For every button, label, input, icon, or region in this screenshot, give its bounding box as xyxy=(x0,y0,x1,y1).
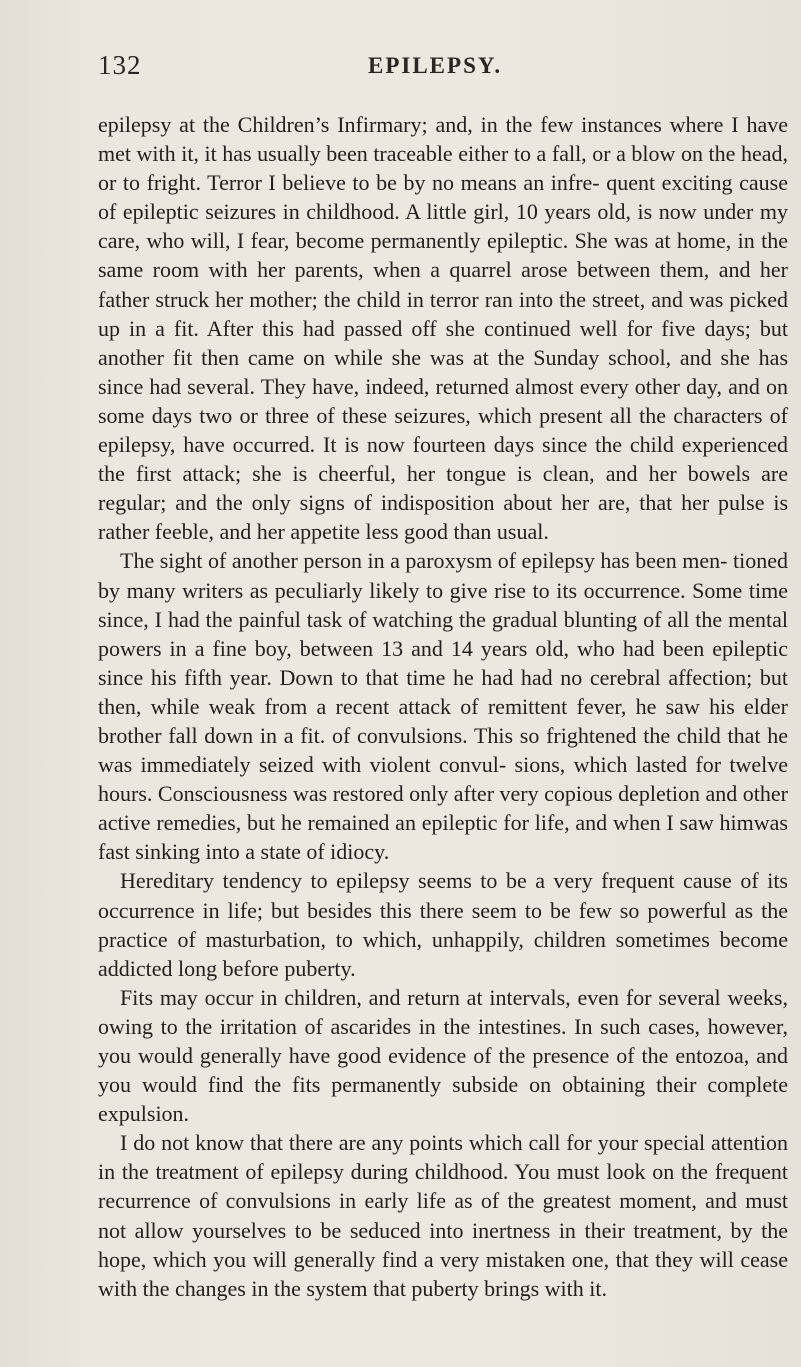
running-head xyxy=(98,50,788,84)
paragraph-ascarides: Fits may occur in children, and return at intervals, even for several weeks, owing to the irritation of ascarides in the intestines. In such cases, however, you would generally have good evidence of the presence of the entozoa, and you would find the fits permanently subside on obtaining their complete expulsion. xyxy=(98,984,788,1127)
paragraph-continued: epilepsy at the Children’s Infirmary; and, in the few instances where I have met with it, it has usually been traceable either to a fall, or a blow on the head, or to fright. Terror I believe to be by no means an infre- quent exciting cause of epileptic seizures in childhood. A little girl, 10 years old, is now under my care, who will, I fear, become permanently epileptic. She was at home, in the same room with her parents, when a quarrel arose between them, and her father struck her mother; the child in terror ran into the street, and was picked up in a fit. After this had passed off she continued well for five days; but another fit then came on while she was at the Sunday school, and she has since had several. They have, indeed, returned almost every other day, and on some days two or three of these seizures, which present all the characters of epilepsy, have occurred. It is now fourteen days since the child experienced the first attack; she is cheerful, her tongue is clean, and her bowels are regular; and the only signs of indisposition about her are, that her pulse is rather feeble, and her appetite less good than usual. xyxy=(98,112,788,545)
paragraph-sight-of-paroxysm: The sight of another person in a paroxysm of epilepsy has been men- tioned by many writers as peculiarly likely to give rise to its occurrence. Some time since, I had the painful task of watching the gradual blunting of all the mental powers in a fine boy, between 13 and 14 years old, who had been epileptic since his fifth year. Down to that time he had had no cerebral affection; but then, while weak from a recent attack of remittent fever, he saw his elder brother fall down in a fit. of convulsions. This so frightened the child that he was immediately seized with violent convul- sions, which lasted for twelve hours. Consciousness was restored only after very copious depletion and other active remedies, but he remained an epileptic for life, and when I saw himwas fast sinking into a state of idiocy. xyxy=(98,548,788,865)
paragraph-hereditary-tendency: Hereditary tendency to epilepsy seems to be a very frequent cause of its occurrence in life; but besides this there seem to be few so powerful as the practice of masturbation, to which, unhappily, children sometimes become addicted long before puberty. xyxy=(98,868,788,981)
paragraph-treatment: I do not know that there are any points which call for your special attention in the treatment of epilepsy during childhood. You must look on the frequent recurrence of convulsions in early life as of the greatest moment, and must not allow yourselves to be seduced into inertness in their treatment, by the hope, which you will generally find a very mistaken one, that they will cease with the changes in the system that puberty brings with it. xyxy=(98,1130,788,1301)
running-title: EPILEPSY. xyxy=(368,53,503,78)
page-number: 132 xyxy=(98,50,142,80)
body-text xyxy=(98,110,788,1303)
